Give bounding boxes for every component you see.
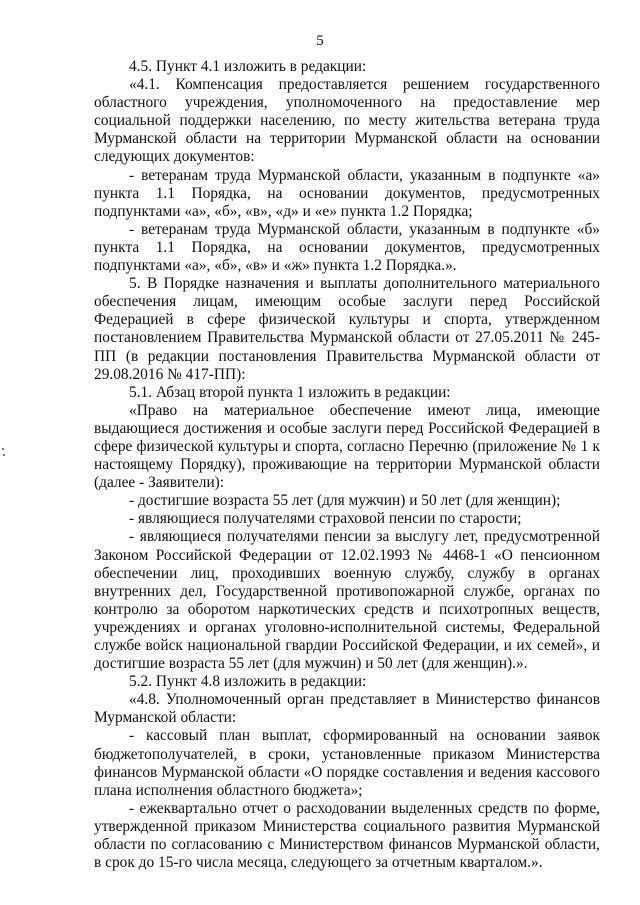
paragraph-list-item: - являющиеся получателями страховой пенсии по старости; (129, 510, 522, 528)
document-body (94, 58, 600, 872)
scan-artifact (2, 448, 6, 458)
paragraph-list-item: - ежеквартально отчет о расходовании выделенных средств по форме, утвержденной приказом Министерства социального развития Мурманской области по согласованию с Министерством финансов Мурманской области, в срок до 15-го числа месяца, следующего за отчетным кварталом.». (94, 799, 600, 872)
paragraph-5-2: 5.2. Пункт 4.8 изложить в редакции: (129, 673, 367, 691)
paragraph-5-1: 5.1. Абзац второй пункта 1 изложить в редакции: (129, 383, 451, 401)
paragraph-list-item: - ветеранам труда Мурманской области, указанным в подпункте «а» пункта 1.1 Порядка, на основании документов, предусмотренных подпунктами «а», «б», «в», «д» и «е» пункта 1.2 Порядка; (94, 166, 600, 220)
paragraph-4-1-text: «4.1. Компенсация предоставляется решением государственного областного учреждения, уполномоченного на предоставление мер социальной поддержки населению, по месту жительства ветерана труда Мурманской области на территории Мурманской области на основании следующих документов: (94, 76, 600, 166)
paragraph-list-item: - кассовый план выплат, сформированный на основании заявок бюджетополучателей, в сроки, установленные приказом Министерства финансов Мурманской области «О порядке составления и ведения кассового плана исполнения областного бюджета»; (94, 727, 600, 799)
paragraph-list-item: - достигшие возраста 55 лет (для мужчин) и 50 лет (для женщин); (129, 492, 561, 510)
paragraph-right-text: «Право на материальное обеспечение имеют лица, имеющие выдающиеся достижения и особые заслуги перед Российской Федерацией в сфере физической культуры и спорта, согласно Перечню (приложение № 1 к настоящему Порядку), проживающие на территории Мурманской области (далее - Заявители): (94, 401, 600, 492)
page-number: 5 (316, 33, 324, 49)
paragraph-list-item: - являющиеся получателями пенсии за выслугу лет, предусмотренной Законом Российской Федерации от 12.02.1993 № 4468-1 «О пенсионном обеспечении лиц, проходивших военную службу, службу в органах внутренних дел, Государственной противопожарной службе, органах по контролю за оборотом наркотических средств и психотропных веществ, учреждениях и органах уголовно-исполнительной системы, Федеральной службе войск национальной гвардии Российской Федерации, и их семей», и достигшие возраста 55 лет (для мужчин) и 50 лет (для женщин).». (94, 528, 600, 673)
paragraph-5: 5. В Порядке назначения и выплаты дополнительного материального обеспечения лицам, имеющим особые заслуги перед Российской Федерацией в сфере физической культуры и спорта, утвержденном постановлением Правительства Мурманской области от 27.05.2011 № 245-ПП (в редакции постановления Правительства Мурманской области от 29.08.2016 № 417-ПП): (94, 275, 600, 383)
paragraph-4-8-text: «4.8. Уполномоченный орган представляет в Министерство финансов Мурманской области: (94, 691, 600, 727)
paragraph-list-item: - ветеранам труда Мурманской области, указанным в подпункте «б» пункта 1.1 Порядка, на основании документов, предусмотренных подпунктами «а», «б», «в» и «ж» пункта 1.2 Порядка.». (94, 220, 600, 275)
paragraph-4-5: 4.5. Пункт 4.1 изложить в редакции: (129, 58, 367, 75)
